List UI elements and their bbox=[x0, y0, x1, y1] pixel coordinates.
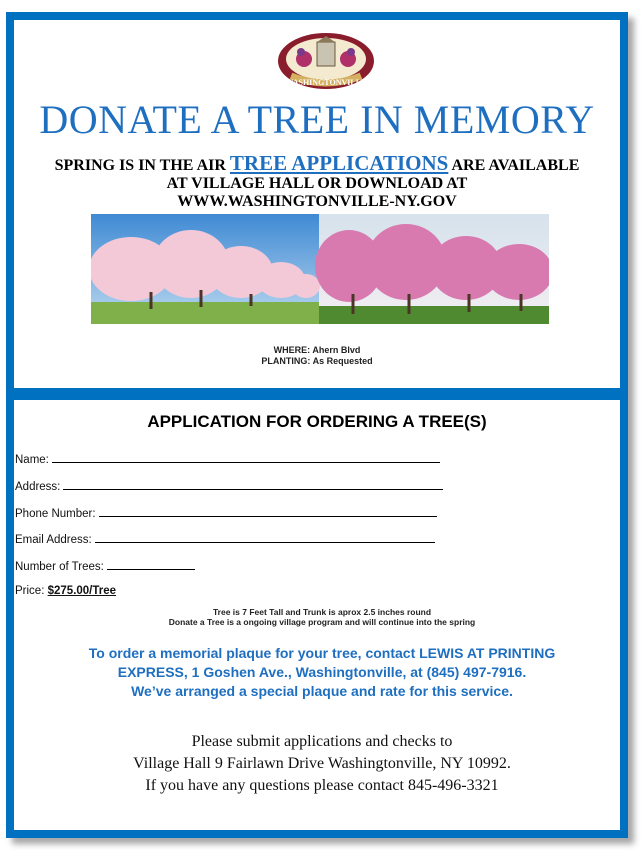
seal-label: WASHINGTONVILLE bbox=[285, 78, 367, 87]
spring-banner bbox=[14, 151, 620, 211]
price-value: $275.00/Tree bbox=[47, 585, 117, 597]
submit-line-3: If you have any questions please contact 845-496-3321 bbox=[145, 777, 499, 794]
submit-line-2: Village Hall 9 Fairlawn Drive Washingtonville, NY 10992. bbox=[133, 755, 511, 772]
flyer-page bbox=[6, 12, 628, 838]
website-text: WWW.WASHINGTONVILLE-NY.GOV bbox=[177, 193, 457, 210]
name-field[interactable] bbox=[15, 452, 440, 466]
submit-line-1: Please submit applications and checks to bbox=[191, 733, 453, 750]
trees-label: Number of Trees: bbox=[15, 561, 104, 573]
price-label: Price: bbox=[15, 585, 45, 597]
price-field bbox=[15, 585, 116, 597]
application-title: APPLICATION FOR ORDERING A TREE(S) bbox=[147, 412, 487, 431]
plaque-info bbox=[0, 644, 644, 701]
email-label: Email Address: bbox=[15, 534, 92, 546]
where-text: WHERE: Ahern Blvd bbox=[273, 345, 361, 355]
trees-field[interactable] bbox=[15, 559, 195, 573]
village-seal-logo bbox=[277, 32, 375, 90]
address-line[interactable] bbox=[63, 479, 443, 490]
submission-info bbox=[0, 731, 644, 797]
header-panel bbox=[14, 20, 620, 388]
phone-field[interactable] bbox=[15, 506, 437, 520]
planting-text: PLANTING: As Requested bbox=[261, 356, 373, 366]
tree-size-note: Tree is 7 Feet Tall and Trunk is aprox 2.5 inches round bbox=[212, 607, 432, 617]
plaque-line-1: To order a memorial plaque for your tree, contact LEWIS AT PRINTING bbox=[88, 645, 556, 661]
plaque-line-2: EXPRESS, 1 Goshen Ave., Washingtonville, at (845) 497-7916. bbox=[117, 664, 527, 680]
phone-label: Phone Number: bbox=[15, 508, 96, 520]
program-note: Donate a Tree is a ongoing village program and will continue into the spring bbox=[168, 617, 476, 627]
trees-line[interactable] bbox=[107, 559, 195, 570]
page-title: DONATE A TREE IN MEMORY bbox=[39, 97, 595, 142]
phone-line[interactable] bbox=[99, 506, 437, 517]
spring-text-2: ARE AVAILABLE bbox=[448, 157, 580, 174]
tree-applications-link[interactable]: TREE APPLICATIONS bbox=[229, 151, 449, 175]
cherry-blossom-photo bbox=[91, 214, 549, 324]
name-label: Name: bbox=[15, 454, 49, 466]
tree-note bbox=[0, 607, 644, 627]
email-field[interactable] bbox=[15, 532, 435, 546]
address-field[interactable] bbox=[15, 479, 443, 493]
spring-text-1: SPRING IS IN THE AIR bbox=[54, 157, 230, 174]
spring-line-2: AT VILLAGE HALL OR DOWNLOAD AT bbox=[166, 175, 468, 192]
email-line[interactable] bbox=[95, 532, 435, 543]
address-label: Address: bbox=[15, 481, 61, 493]
location-info bbox=[14, 345, 620, 367]
name-line[interactable] bbox=[52, 452, 440, 463]
plaque-line-3: We’ve arranged a special plaque and rate for this service. bbox=[131, 683, 513, 699]
